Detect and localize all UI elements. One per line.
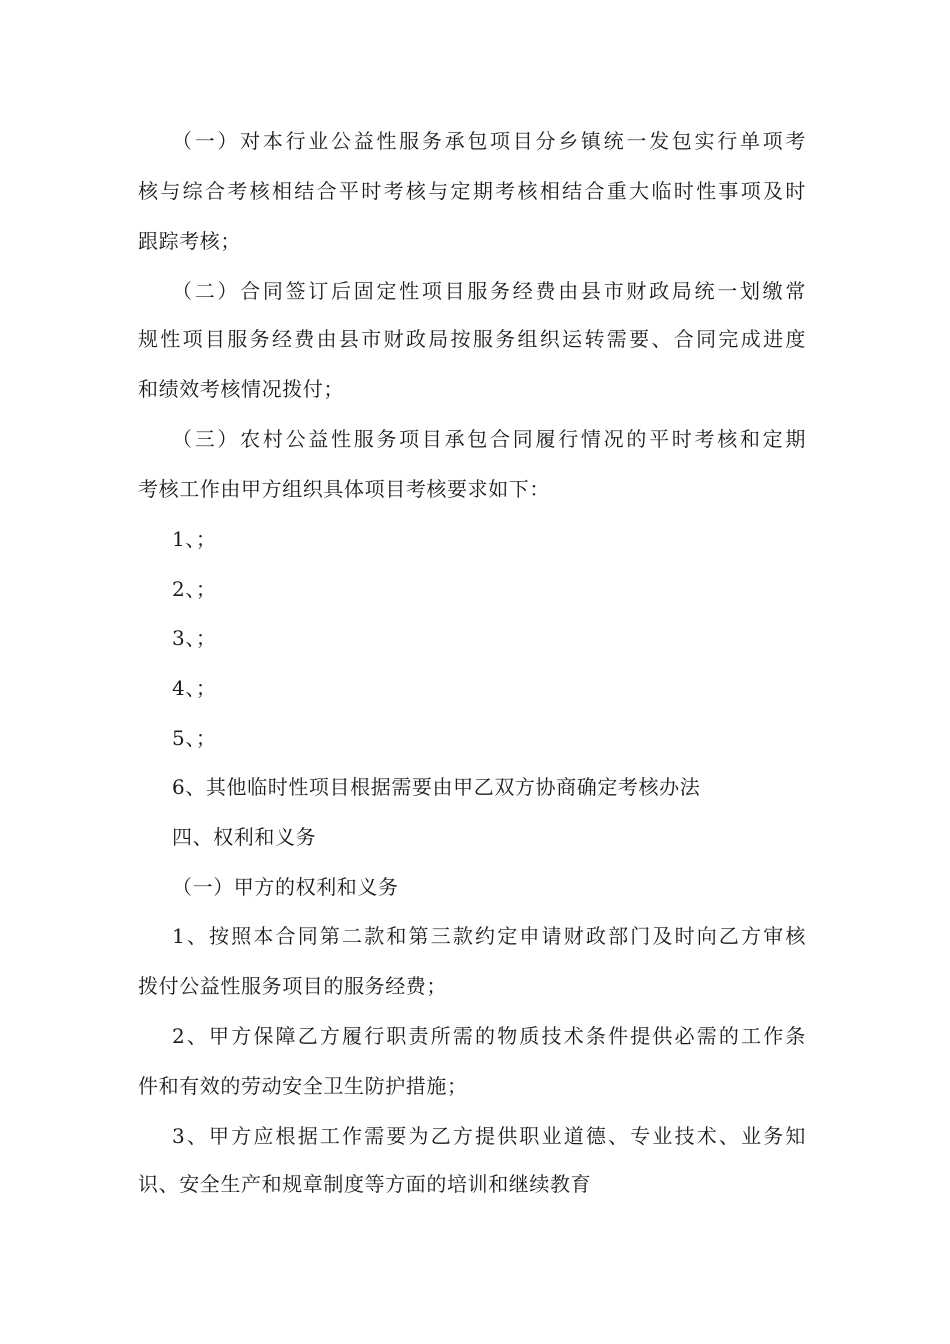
paragraph-line: （一）对本行业公益性服务承包项目分乡镇统一发包实行单项考 xyxy=(172,129,806,153)
paragraph-line: 件和有效的劳动安全卫生防护措施； xyxy=(138,1074,468,1098)
list-item: 4、； xyxy=(172,676,217,700)
paragraph-line: 规性项目服务经费由县市财政局按服务组织运转需要、合同完成进度 xyxy=(138,327,806,351)
list-item: 6、其他临时性项目根据需要由甲乙双方协商确定考核办法 xyxy=(172,775,701,799)
list-item: 3、； xyxy=(172,626,217,650)
paragraph-line: 2、甲方保障乙方履行职责所需的物质技术条件提供必需的工作条 xyxy=(172,1024,806,1048)
paragraph-line: 3、甲方应根据工作需要为乙方提供职业道德、专业技术、业务知 xyxy=(172,1124,806,1148)
list-item: 2、； xyxy=(172,577,217,601)
section-heading: 四、权利和义务 xyxy=(172,825,317,849)
subsection-heading: （一）甲方的权利和义务 xyxy=(172,875,399,899)
paragraph-line: 1、按照本合同第二款和第三款约定申请财政部门及时向乙方审核 xyxy=(172,924,806,948)
paragraph-line: （二）合同签订后固定性项目服务经费由县市财政局统一划缴常 xyxy=(172,279,806,303)
paragraph-line: 拨付公益性服务项目的服务经费； xyxy=(138,974,447,998)
paragraph-line: （三）农村公益性服务项目承包合同履行情况的平时考核和定期 xyxy=(172,427,806,451)
paragraph-line: 和绩效考核情况拨付； xyxy=(138,377,344,401)
paragraph-line: 识、安全生产和规章制度等方面的培训和继续教育 xyxy=(138,1172,592,1196)
list-item: 5、； xyxy=(172,726,217,750)
paragraph-line: 考核工作由甲方组织具体项目考核要求如下： xyxy=(138,477,550,501)
paragraph-line: 跟踪考核； xyxy=(138,229,241,253)
paragraph-line: 核与综合考核相结合平时考核与定期考核相结合重大临时性事项及时 xyxy=(138,179,806,203)
list-item: 1、； xyxy=(172,527,217,551)
